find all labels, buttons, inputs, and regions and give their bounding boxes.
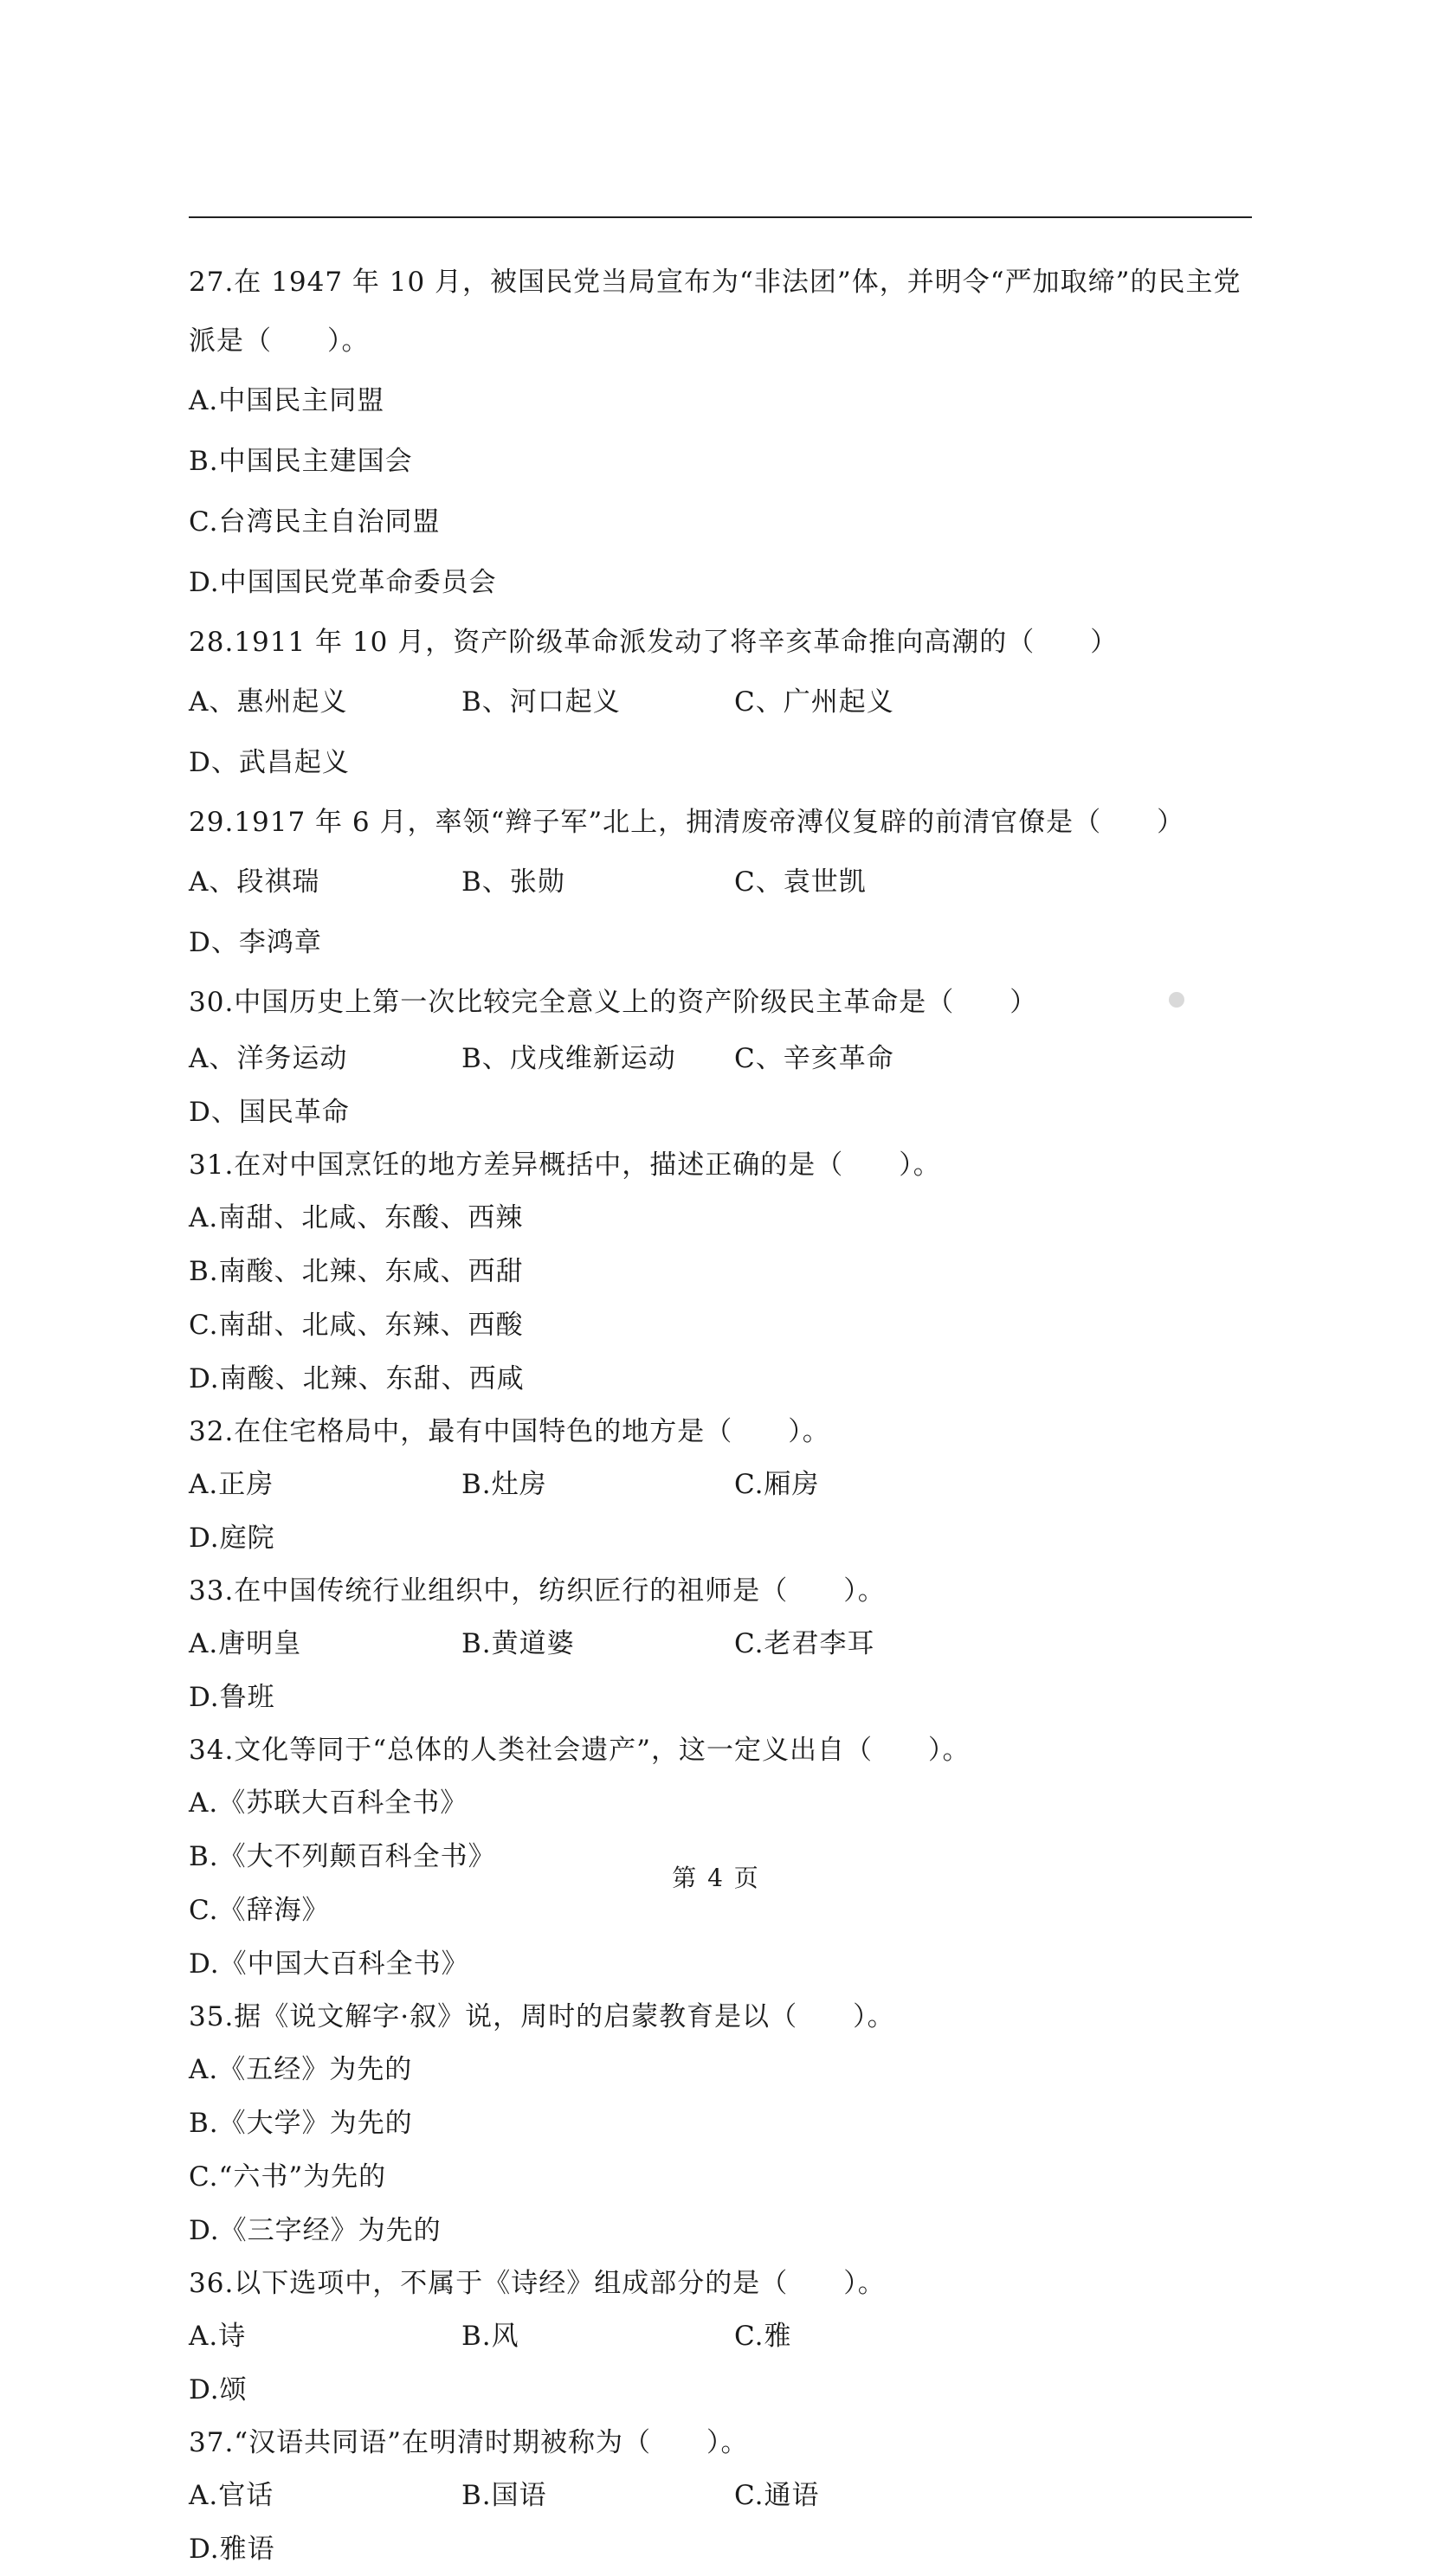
question-37 xyxy=(189,2417,1252,2576)
question-33 xyxy=(189,1565,1252,1724)
question-stem: 28.1911 年 10 月，资产阶级革命派发动了将辛亥革命推向高潮的（ ） xyxy=(189,627,1119,658)
option-d[interactable]: D.南酸、北辣、东甜、西咸 xyxy=(189,1363,525,1394)
option-c[interactable]: C、袁世凯 xyxy=(734,866,867,898)
option-c[interactable]: C.台湾民主自治同盟 xyxy=(189,506,441,538)
question-30 xyxy=(189,973,1252,1139)
scan-artifact-dot xyxy=(1169,992,1184,1008)
exam-page xyxy=(189,253,1252,2576)
question-28 xyxy=(189,613,1252,793)
option-d[interactable]: D.雅语 xyxy=(189,2534,275,2565)
option-d[interactable]: D、国民革命 xyxy=(189,1097,350,1128)
question-stem: 29.1917 年 6 月，率领“辫子军”北上，拥清废帝溥仪复辟的前清官僚是（ ） xyxy=(189,807,1185,838)
option-b[interactable]: B、张勋 xyxy=(461,866,565,898)
question-31 xyxy=(189,1139,1252,1406)
option-c[interactable]: C.南甜、北咸、东辣、西酸 xyxy=(189,1310,524,1341)
question-32 xyxy=(189,1406,1252,1565)
question-29 xyxy=(189,793,1252,973)
option-d[interactable]: D.《中国大百科全书》 xyxy=(189,1948,469,1980)
option-d[interactable]: D.鲁班 xyxy=(189,1682,275,1713)
option-b[interactable]: B、河口起义 xyxy=(461,686,621,718)
question-stem: 34.文化等同于“总体的人类社会遗产”，这一定义出自（ ）。 xyxy=(189,1735,971,1766)
question-stem: 27.在 1947 年 10 月，被国民党当局宣布为“非法团”体，并明令“严加取缔”的民主党派是（ ）。 xyxy=(189,267,1242,357)
option-a[interactable]: A.中国民主同盟 xyxy=(189,385,385,416)
option-b[interactable]: B、戊戌维新运动 xyxy=(461,1043,676,1074)
option-d[interactable]: D.中国国民党革命委员会 xyxy=(189,567,497,598)
option-b[interactable]: B.中国民主建国会 xyxy=(189,446,413,477)
option-b[interactable]: B.灶房 xyxy=(461,1469,547,1500)
option-a[interactable]: A.官话 xyxy=(189,2480,274,2511)
option-d[interactable]: D、武昌起义 xyxy=(189,747,350,778)
option-d[interactable]: D.庭院 xyxy=(189,1523,275,1554)
option-c[interactable]: C、广州起义 xyxy=(734,686,894,718)
option-c[interactable]: C.《辞海》 xyxy=(189,1895,330,1926)
option-c[interactable]: C.老君李耳 xyxy=(734,1628,875,1659)
question-36 xyxy=(189,2257,1252,2417)
option-c[interactable]: C、辛亥革命 xyxy=(734,1043,894,1074)
question-stem: 37.“汉语共同语”在明清时期被称为（ ）。 xyxy=(189,2427,749,2458)
option-c[interactable]: C.厢房 xyxy=(734,1469,820,1500)
option-b[interactable]: B.国语 xyxy=(461,2480,547,2511)
option-d[interactable]: D.《三字经》为先的 xyxy=(189,2215,442,2246)
option-a[interactable]: A.诗 xyxy=(189,2321,247,2352)
option-a[interactable]: A、洋务运动 xyxy=(189,1043,348,1074)
question-stem: 30.中国历史上第一次比较完全意义上的资产阶级民主革命是（ ） xyxy=(189,987,1038,1018)
option-d[interactable]: D、李鸿章 xyxy=(189,927,322,958)
question-35 xyxy=(189,1991,1252,2257)
option-a[interactable]: A、段祺瑞 xyxy=(189,866,320,898)
header-rule xyxy=(189,216,1252,218)
question-stem: 31.在对中国烹饪的地方差异概括中，描述正确的是（ ）。 xyxy=(189,1150,941,1181)
option-a[interactable]: A.《五经》为先的 xyxy=(189,2054,413,2085)
option-c[interactable]: C.雅 xyxy=(734,2321,792,2352)
question-stem: 32.在住宅格局中，最有中国特色的地方是（ ）。 xyxy=(189,1416,830,1447)
option-c[interactable]: C.“六书”为先的 xyxy=(189,2161,387,2193)
option-b[interactable]: B.《大不列颠百科全书》 xyxy=(189,1841,496,1872)
option-a[interactable]: A.正房 xyxy=(189,1469,274,1500)
question-27 xyxy=(189,253,1252,613)
option-a[interactable]: A.唐明皇 xyxy=(189,1628,302,1659)
question-stem: 33.在中国传统行业组织中，纺织匠行的祖师是（ ）。 xyxy=(189,1575,886,1607)
question-34 xyxy=(189,1724,1252,1991)
option-b[interactable]: B.《大学》为先的 xyxy=(189,2108,413,2139)
question-stem: 36.以下选项中，不属于《诗经》组成部分的是（ ）。 xyxy=(189,2268,886,2299)
page-number: 第 4 页 xyxy=(672,1864,760,1892)
option-a[interactable]: A.《苏联大百科全书》 xyxy=(189,1787,468,1819)
option-a[interactable]: A、惠州起义 xyxy=(189,686,348,718)
question-stem: 35.据《说文解字·叙》说，周时的启蒙教育是以（ ）。 xyxy=(189,2001,895,2032)
option-b[interactable]: B.黄道婆 xyxy=(461,1628,575,1659)
option-c[interactable]: C.通语 xyxy=(734,2480,820,2511)
option-a[interactable]: A.南甜、北咸、东酸、西辣 xyxy=(189,1202,524,1233)
option-b[interactable]: B.风 xyxy=(461,2321,519,2352)
option-d[interactable]: D.颂 xyxy=(189,2374,248,2405)
option-b[interactable]: B.南酸、北辣、东咸、西甜 xyxy=(189,1256,524,1287)
